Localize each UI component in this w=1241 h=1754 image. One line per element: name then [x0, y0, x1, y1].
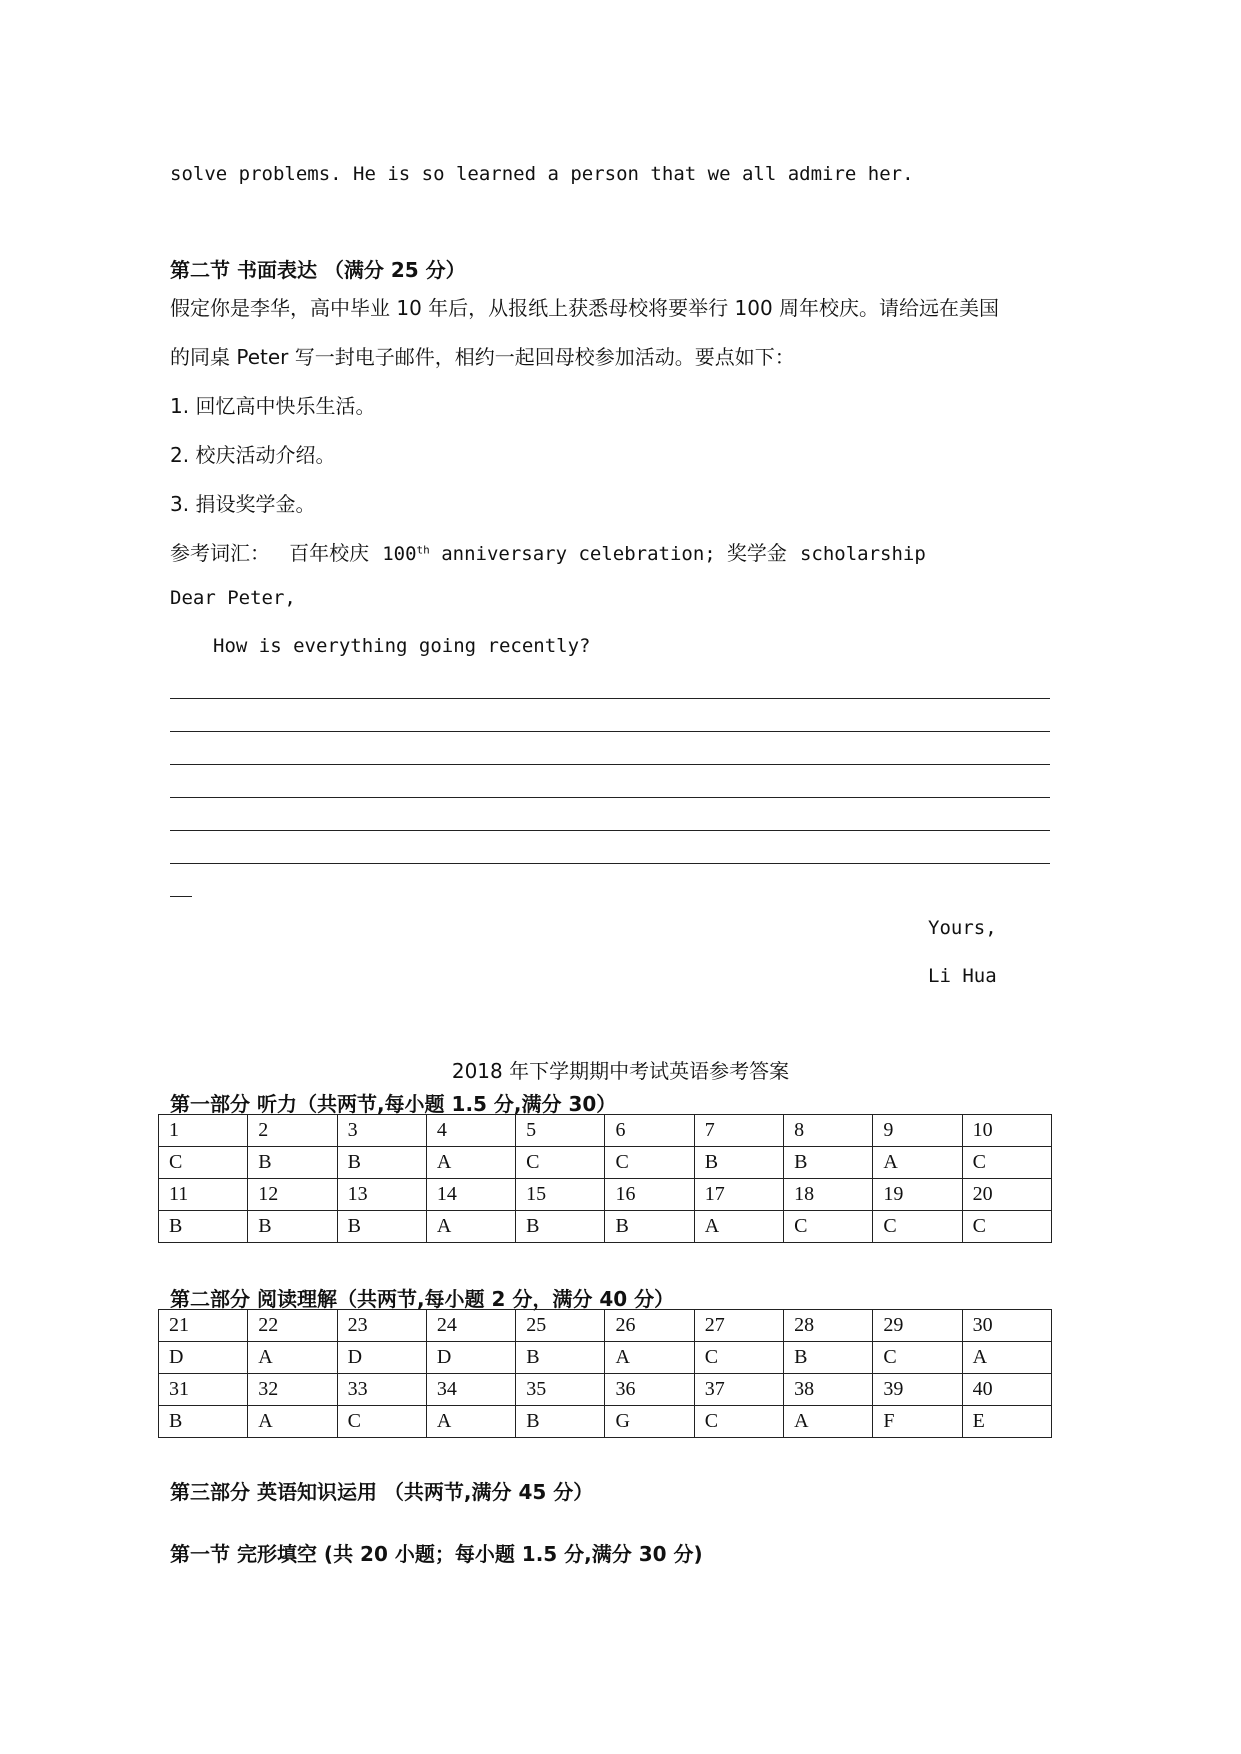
answer-cell: A	[426, 1406, 515, 1438]
vocab-cn-1: 百年校庆	[289, 541, 370, 565]
writing-prompt-line-1: 假定你是李华，高中毕业 10 年后，从报纸上获悉母校将要举行 100 周年校庆。请给远在美国	[170, 296, 1000, 320]
question-number-cell: 32	[248, 1374, 337, 1406]
question-number-cell: 27	[694, 1310, 783, 1342]
question-number-cell: 34	[426, 1374, 515, 1406]
answer-cell: C	[873, 1211, 962, 1243]
answer-cell: C	[605, 1147, 694, 1179]
answer-cell: A	[694, 1211, 783, 1243]
question-number-cell: 31	[159, 1374, 248, 1406]
answer-cell: A	[426, 1147, 515, 1179]
question-number-cell: 6	[605, 1115, 694, 1147]
question-number-cell: 13	[337, 1179, 426, 1211]
answer-cell: B	[784, 1147, 873, 1179]
vocab-en-1: anniversary celebration;	[429, 543, 716, 565]
question-number-cell: 21	[159, 1310, 248, 1342]
previous-answer-text: solve problems. He is so learned a person that we all admire her.	[170, 163, 914, 185]
writing-point-3: 3. 捐设奖学金。	[170, 492, 316, 516]
answer-cell: C	[516, 1147, 605, 1179]
answer-cell: F	[873, 1406, 962, 1438]
answer-cell: A	[784, 1406, 873, 1438]
question-number-cell: 29	[873, 1310, 962, 1342]
question-number-cell: 30	[962, 1310, 1051, 1342]
writing-line-stub	[170, 896, 192, 897]
question-number-cell: 5	[516, 1115, 605, 1147]
answer-cell: B	[248, 1211, 337, 1243]
question-number-cell: 15	[516, 1179, 605, 1211]
question-number-cell: 39	[873, 1374, 962, 1406]
question-number-cell: 22	[248, 1310, 337, 1342]
question-number-cell: 25	[516, 1310, 605, 1342]
question-number-cell: 7	[694, 1115, 783, 1147]
letter-salutation: Dear Peter,	[170, 587, 296, 609]
cloze-section-heading: 第一节 完形填空 (共 20 小题；每小题 1.5 分,满分 30 分)	[170, 1542, 703, 1566]
answer-cell: E	[962, 1406, 1051, 1438]
answer-cell: A	[962, 1342, 1051, 1374]
table-row	[159, 1374, 1052, 1406]
answer-cell: D	[159, 1342, 248, 1374]
question-number-cell: 11	[159, 1179, 248, 1211]
question-number-cell: 26	[605, 1310, 694, 1342]
answer-cell: B	[516, 1211, 605, 1243]
answer-cell: B	[337, 1211, 426, 1243]
answer-cell: G	[605, 1406, 694, 1438]
vocab-en-2: scholarship	[799, 543, 926, 565]
letter-closing: Yours,	[928, 917, 997, 939]
question-number-cell: 9	[873, 1115, 962, 1147]
reference-vocabulary	[170, 537, 926, 566]
table-row	[159, 1310, 1052, 1342]
writing-line	[170, 863, 1050, 864]
question-number-cell: 16	[605, 1179, 694, 1211]
answer-cell: B	[248, 1147, 337, 1179]
question-number-cell: 36	[605, 1374, 694, 1406]
question-number-cell: 10	[962, 1115, 1051, 1147]
answer-cell: B	[159, 1406, 248, 1438]
table-row	[159, 1342, 1052, 1374]
question-number-cell: 38	[784, 1374, 873, 1406]
answer-cell: B	[516, 1406, 605, 1438]
question-number-cell: 17	[694, 1179, 783, 1211]
table-row	[159, 1211, 1052, 1243]
table-row	[159, 1179, 1052, 1211]
question-number-cell: 37	[694, 1374, 783, 1406]
answer-key-title: 2018 年下学期期中考试英语参考答案	[451, 1059, 790, 1083]
answer-cell: A	[248, 1406, 337, 1438]
question-number-cell: 24	[426, 1310, 515, 1342]
writing-section-heading: 第二节 书面表达 （满分 25 分）	[170, 258, 466, 282]
vocab-label: 参考词汇：	[170, 541, 270, 565]
answer-cell: B	[337, 1147, 426, 1179]
letter-signature: Li Hua	[928, 965, 997, 987]
question-number-cell: 28	[784, 1310, 873, 1342]
table-row	[159, 1115, 1052, 1147]
writing-point-2: 2. 校庆活动介绍。	[170, 443, 336, 467]
question-number-cell: 18	[784, 1179, 873, 1211]
answer-cell: C	[159, 1147, 248, 1179]
part1-heading: 第一部分 听力（共两节,每小题 1.5 分,满分 30）	[170, 1092, 617, 1116]
part3-heading: 第三部分 英语知识运用 （共两节,满分 45 分）	[170, 1480, 594, 1504]
part2-heading: 第二部分 阅读理解（共两节,每小题 2 分，满分 40 分）	[170, 1287, 675, 1311]
answer-cell: C	[784, 1211, 873, 1243]
writing-line	[170, 764, 1050, 765]
table-row	[159, 1147, 1052, 1179]
question-number-cell: 3	[337, 1115, 426, 1147]
question-number-cell: 1	[159, 1115, 248, 1147]
answer-cell: C	[337, 1406, 426, 1438]
part2-answer-table	[158, 1309, 1052, 1438]
table-row	[159, 1406, 1052, 1438]
vocab-cn-2: 奖学金	[726, 541, 787, 565]
question-number-cell: 4	[426, 1115, 515, 1147]
writing-line	[170, 797, 1050, 798]
writing-line	[170, 698, 1050, 699]
writing-line	[170, 830, 1050, 831]
question-number-cell: 33	[337, 1374, 426, 1406]
vocab-num: 100	[382, 543, 417, 565]
answer-cell: B	[605, 1211, 694, 1243]
question-number-cell: 40	[962, 1374, 1051, 1406]
answer-cell: D	[337, 1342, 426, 1374]
question-number-cell: 12	[248, 1179, 337, 1211]
answer-cell: A	[426, 1211, 515, 1243]
question-number-cell: 2	[248, 1115, 337, 1147]
vocab-sup: th	[416, 543, 430, 557]
answer-cell: A	[873, 1147, 962, 1179]
answer-cell: C	[962, 1147, 1051, 1179]
answer-cell: D	[426, 1342, 515, 1374]
question-number-cell: 35	[516, 1374, 605, 1406]
question-number-cell: 14	[426, 1179, 515, 1211]
answer-cell: C	[694, 1406, 783, 1438]
answer-cell: B	[159, 1211, 248, 1243]
question-number-cell: 8	[784, 1115, 873, 1147]
answer-cell: B	[784, 1342, 873, 1374]
question-number-cell: 23	[337, 1310, 426, 1342]
answer-cell: A	[605, 1342, 694, 1374]
answer-cell: A	[248, 1342, 337, 1374]
answer-cell: C	[962, 1211, 1051, 1243]
writing-point-1: 1. 回忆高中快乐生活。	[170, 394, 376, 418]
part1-answer-table	[158, 1114, 1052, 1243]
answer-cell: C	[873, 1342, 962, 1374]
writing-prompt-line-2: 的同桌 Peter 写一封电子邮件，相约一起回母校参加活动。要点如下：	[170, 345, 795, 369]
question-number-cell: 20	[962, 1179, 1051, 1211]
answer-cell: B	[694, 1147, 783, 1179]
letter-opening: How is everything going recently?	[213, 635, 591, 657]
answer-cell: B	[516, 1342, 605, 1374]
answer-cell: C	[694, 1342, 783, 1374]
writing-line	[170, 731, 1050, 732]
question-number-cell: 19	[873, 1179, 962, 1211]
